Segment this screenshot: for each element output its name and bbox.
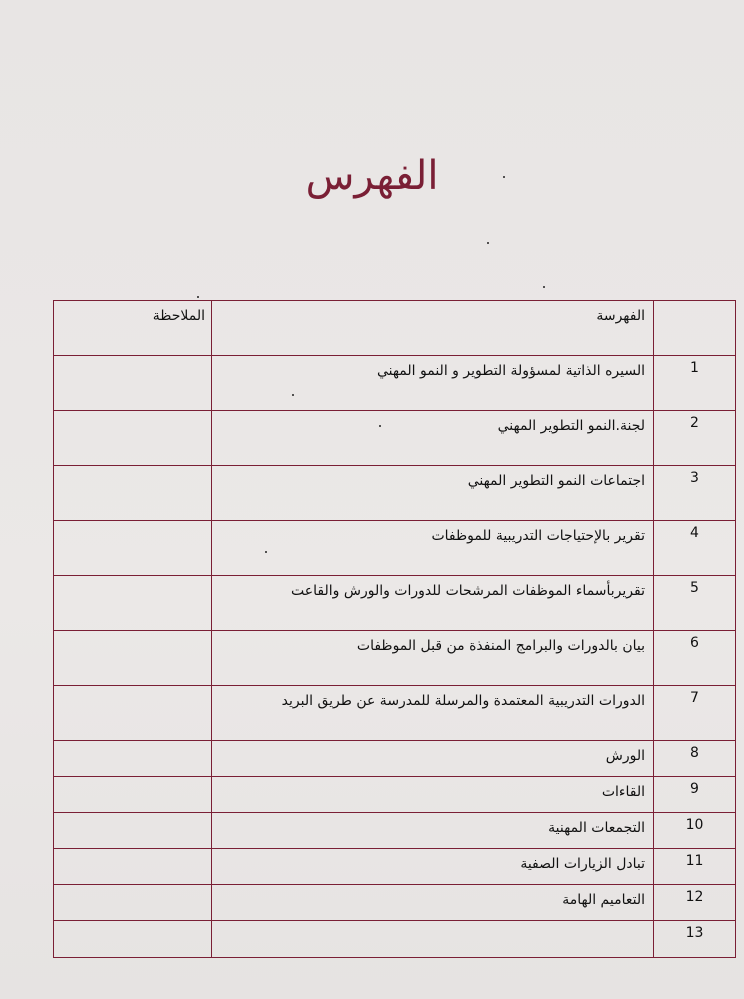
row-note bbox=[54, 521, 212, 576]
table-header-row bbox=[54, 301, 736, 356]
row-title: تبادل الزيارات الصفية bbox=[212, 849, 654, 885]
row-title: السيره الذاتية لمسؤولة التطوير و النمو المهني bbox=[212, 356, 654, 411]
row-note bbox=[54, 741, 212, 777]
header-index-cell: الفهرسة bbox=[212, 301, 654, 356]
table-row bbox=[54, 849, 736, 885]
row-title: تقريربأسماء الموظفات المرشحات للدورات والورش والقاعت bbox=[212, 576, 654, 631]
header-note-cell: الملاحظة bbox=[54, 301, 212, 356]
table-row bbox=[54, 521, 736, 576]
row-note bbox=[54, 849, 212, 885]
header-number-cell bbox=[654, 301, 736, 356]
row-number: 5 bbox=[654, 576, 736, 631]
table-row bbox=[54, 885, 736, 921]
page-title: الفهرس bbox=[305, 153, 439, 199]
table-row bbox=[54, 576, 736, 631]
row-note bbox=[54, 777, 212, 813]
table-row bbox=[54, 356, 736, 411]
row-title: تقرير بالإحتياجات التدريبية للموظفات bbox=[212, 521, 654, 576]
row-number: 10 bbox=[654, 813, 736, 849]
row-number: 3 bbox=[654, 466, 736, 521]
row-number: 11 bbox=[654, 849, 736, 885]
row-number: 7 bbox=[654, 686, 736, 741]
row-title: الورش bbox=[212, 741, 654, 777]
row-title: لجنة.النمو التطوير المهني bbox=[212, 411, 654, 466]
index-table bbox=[53, 300, 736, 958]
row-note bbox=[54, 466, 212, 521]
row-number: 12 bbox=[654, 885, 736, 921]
row-title: اجتماعات النمو التطوير المهني bbox=[212, 466, 654, 521]
stray-dot-3 bbox=[543, 286, 545, 288]
table-row bbox=[54, 813, 736, 849]
table-row bbox=[54, 686, 736, 741]
table-row bbox=[54, 411, 736, 466]
row-note bbox=[54, 885, 212, 921]
row-title bbox=[212, 921, 654, 958]
row-title: القاءات bbox=[212, 777, 654, 813]
stray-dot-2 bbox=[487, 242, 489, 244]
row-number: 6 bbox=[654, 631, 736, 686]
row-title: التجمعات المهنية bbox=[212, 813, 654, 849]
row-number: 2 bbox=[654, 411, 736, 466]
table-row bbox=[54, 741, 736, 777]
row-note bbox=[54, 631, 212, 686]
table-row bbox=[54, 777, 736, 813]
table-row bbox=[54, 921, 736, 958]
row-title: بيان بالدورات والبرامج المنفذة من قبل الموظفات bbox=[212, 631, 654, 686]
row-note bbox=[54, 356, 212, 411]
row-note bbox=[54, 813, 212, 849]
row-note bbox=[54, 921, 212, 958]
row-number: 1 bbox=[654, 356, 736, 411]
row-number: 13 bbox=[654, 921, 736, 958]
stray-dot-4 bbox=[197, 296, 199, 298]
table-row bbox=[54, 466, 736, 521]
row-note bbox=[54, 411, 212, 466]
row-note bbox=[54, 686, 212, 741]
stray-dot-1 bbox=[503, 176, 505, 178]
row-number: 4 bbox=[654, 521, 736, 576]
table-row bbox=[54, 631, 736, 686]
row-title: الدورات التدريبية المعتمدة والمرسلة للمدرسة عن طريق البريد bbox=[212, 686, 654, 741]
row-note bbox=[54, 576, 212, 631]
row-title: التعاميم الهامة bbox=[212, 885, 654, 921]
row-number: 8 bbox=[654, 741, 736, 777]
row-number: 9 bbox=[654, 777, 736, 813]
